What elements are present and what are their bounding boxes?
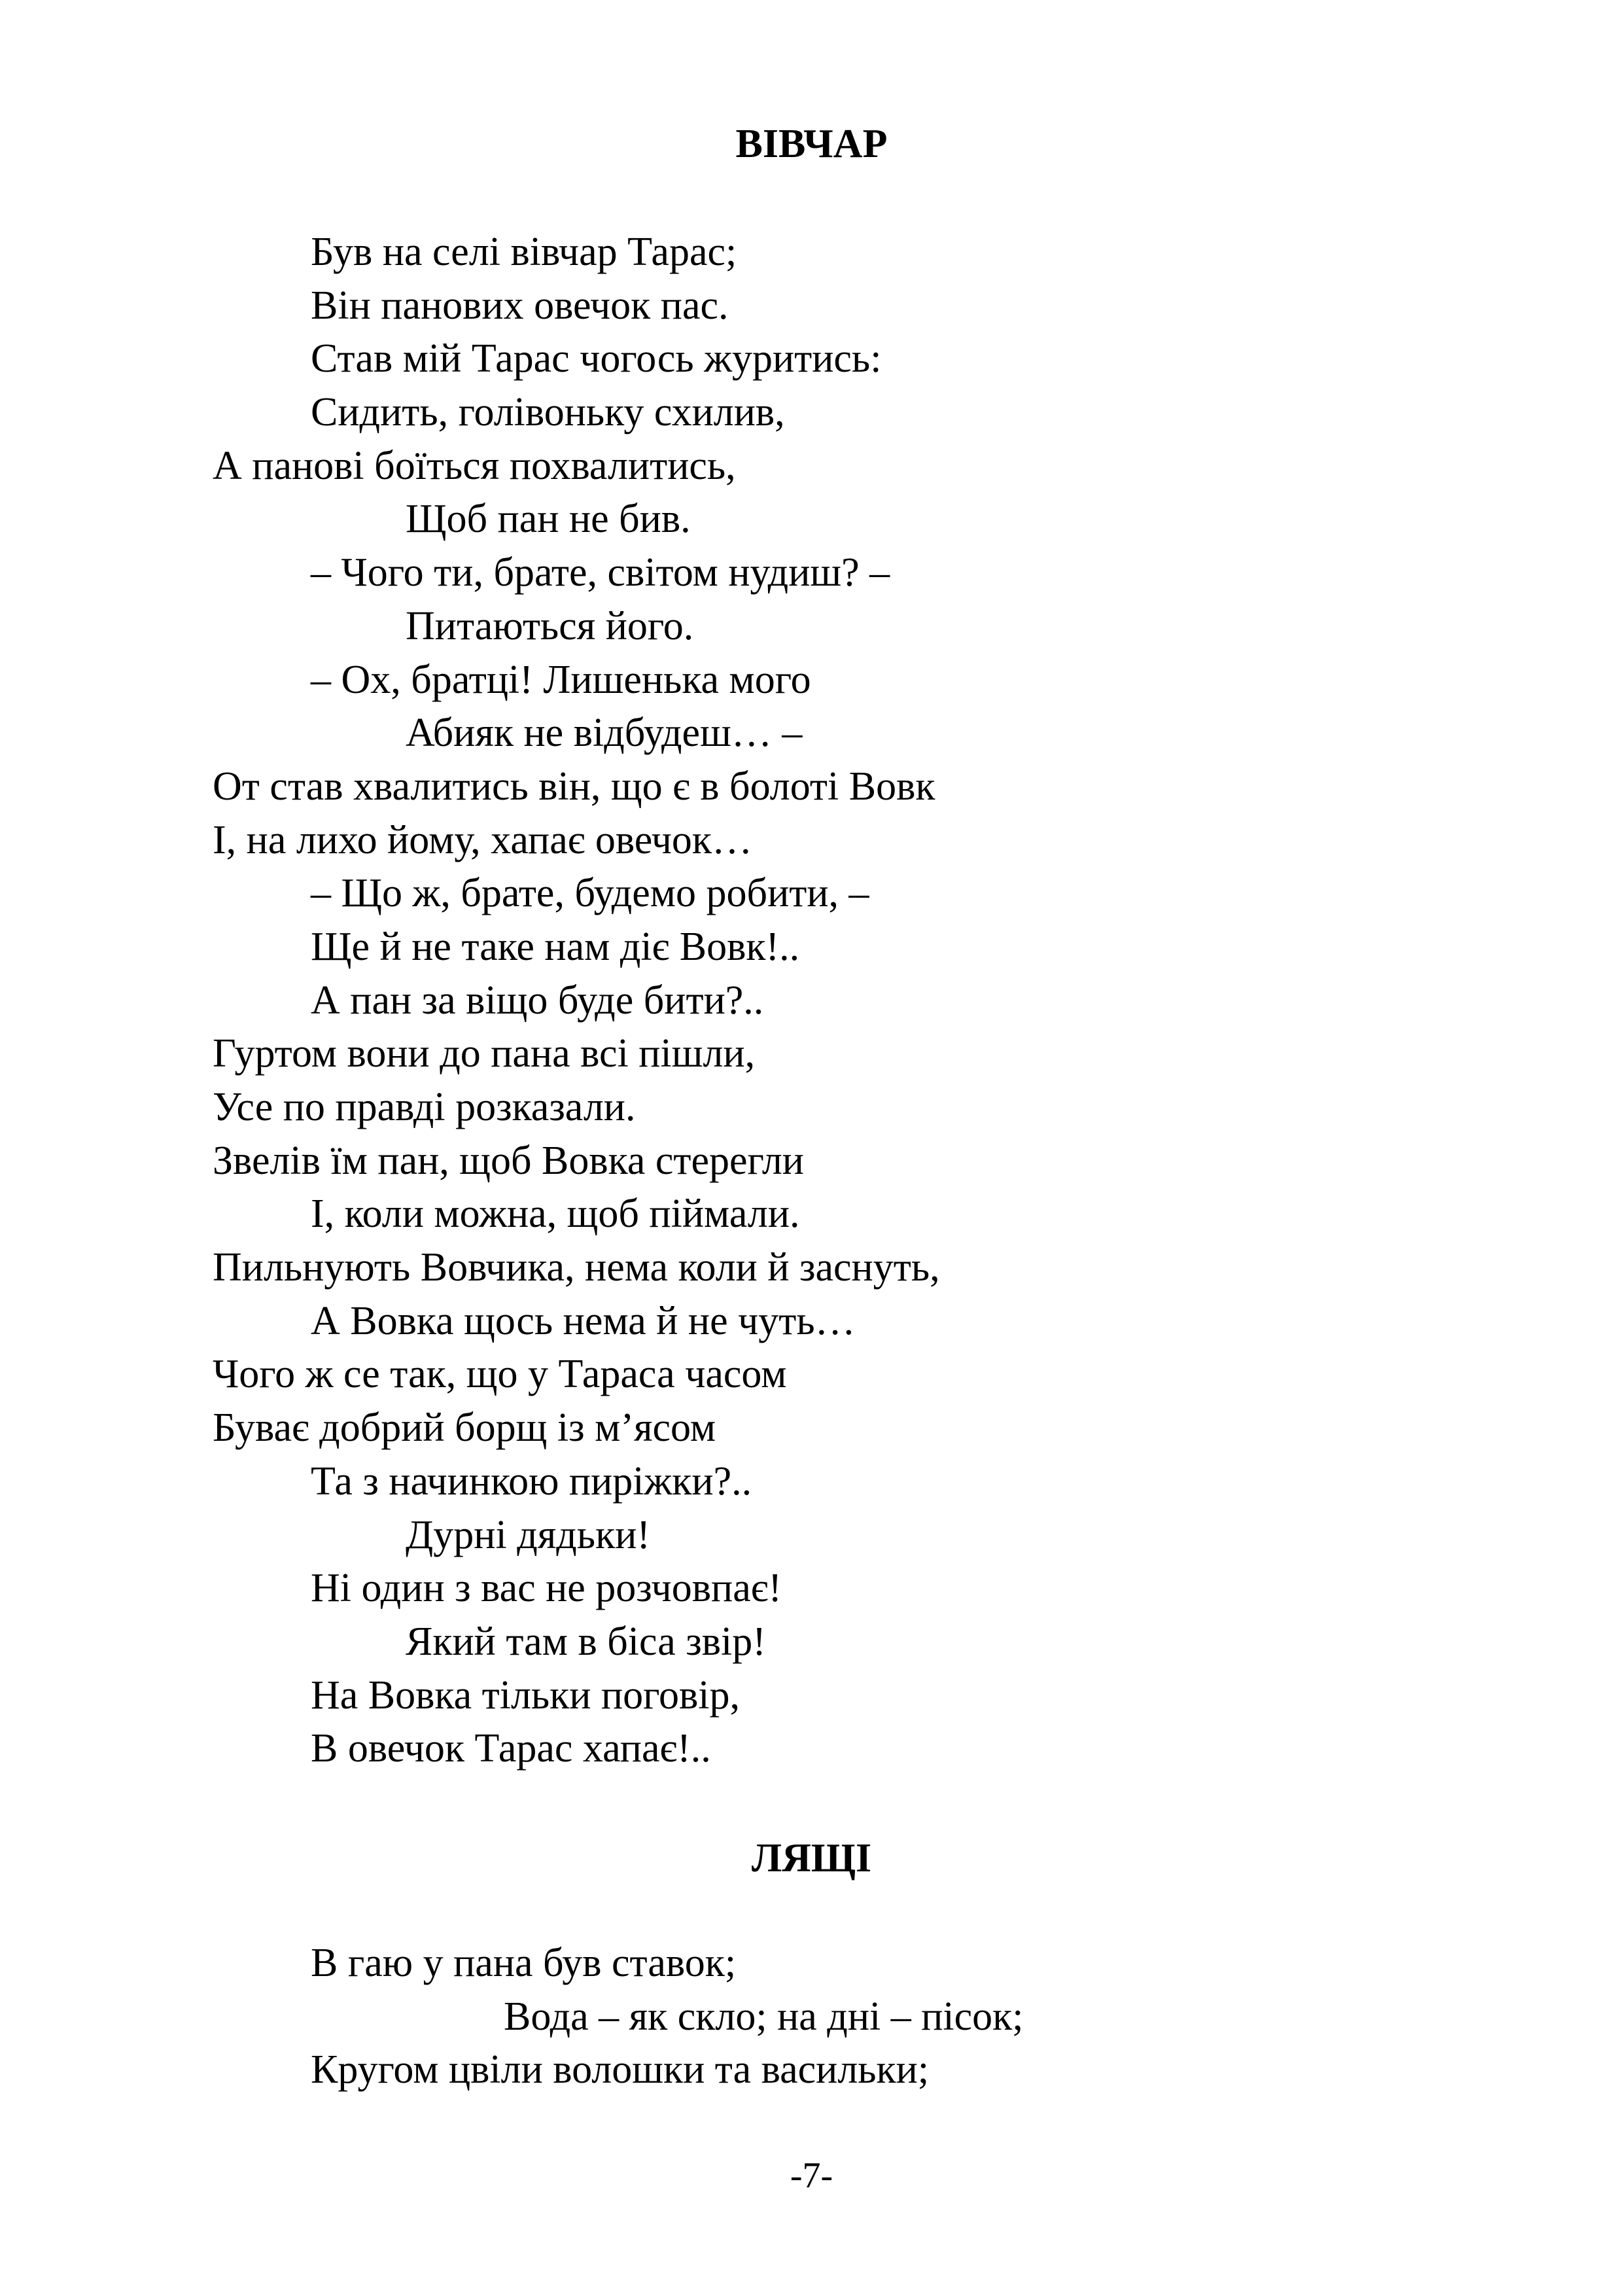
poem-line: Сидить, голівоньку схилив, [311,390,785,435]
poem-line: Усе по правді розказали. [213,1085,636,1129]
poem-line: На Вовка тільки поговір, [311,1672,741,1718]
poem-line: Ще й не таке нам діє Вовк!.. [311,924,800,969]
poem-title-vivchar: ВІВЧАР [735,122,888,166]
poem-line: Дурні дядьки! [406,1512,651,1557]
poem-line: Буває добрий борщ із м’ясом [213,1405,716,1451]
page-number: -7- [790,2155,833,2196]
poem-line: І, коли можна, щоб піймали. [311,1192,800,1237]
poem-body-vivchar [213,226,940,1776]
poem-body-lyashchi [213,1937,1024,2097]
poem-line: А пан за віщо буде бити?.. [311,978,764,1023]
poem-line: Був на селі вівчар Тарас; [311,230,737,274]
poem-line: Абияк не відбудеш… – [406,711,803,756]
poem-line: І, на лихо йому, хапає овечок… [213,817,753,862]
poem-line: Питаються його. [406,603,694,648]
poem-line: В гаю у пана був ставок; [311,1941,737,1985]
poem-line: Пильнують Вовчика, нема коли й заснуть, [213,1245,940,1290]
poem-line: Звелів їм пан, щоб Вовка стерегли [213,1138,804,1183]
poem-line: Вода – як скло; на дні – пісок; [504,1994,1024,2039]
poem-line: Щоб пан не бив. [406,497,691,542]
poem-line: Та з начинкою пиріжки?.. [311,1458,752,1504]
poem-line: – Чого ти, брате, світом нудиш? – [311,550,890,595]
poem-line: Кругом цвіли волошки та васильки; [311,2047,930,2093]
poem-line: От став хвалитись він, що є в болоті Вовк [213,764,935,809]
poem-title-lyashchi: ЛЯЩІ [751,1836,872,1881]
poem-line: Він панових овечок пас. [311,283,729,328]
poem-line: – Що ж, брате, будемо робити, – [311,871,869,916]
poem-line: Гуртом вони до пана всі пішли, [213,1031,756,1076]
poem-line: Чого ж се так, що у Тараса часом [213,1352,787,1397]
poem-line: Став мій Тарас чогось журитись: [311,336,882,381]
poem-line: Ні один з вас не розчовпає! [311,1566,782,1611]
poem-line: – Ох, братці! Лишенька мого [311,657,811,702]
poem-line: А панові боїться похвалитись, [213,443,736,488]
poem-line: Який там в біса звір! [406,1619,766,1664]
poem-line: А Вовка щось нема й не чуть… [311,1298,856,1343]
poem-line: В овечок Тарас хапає!.. [311,1726,711,1771]
